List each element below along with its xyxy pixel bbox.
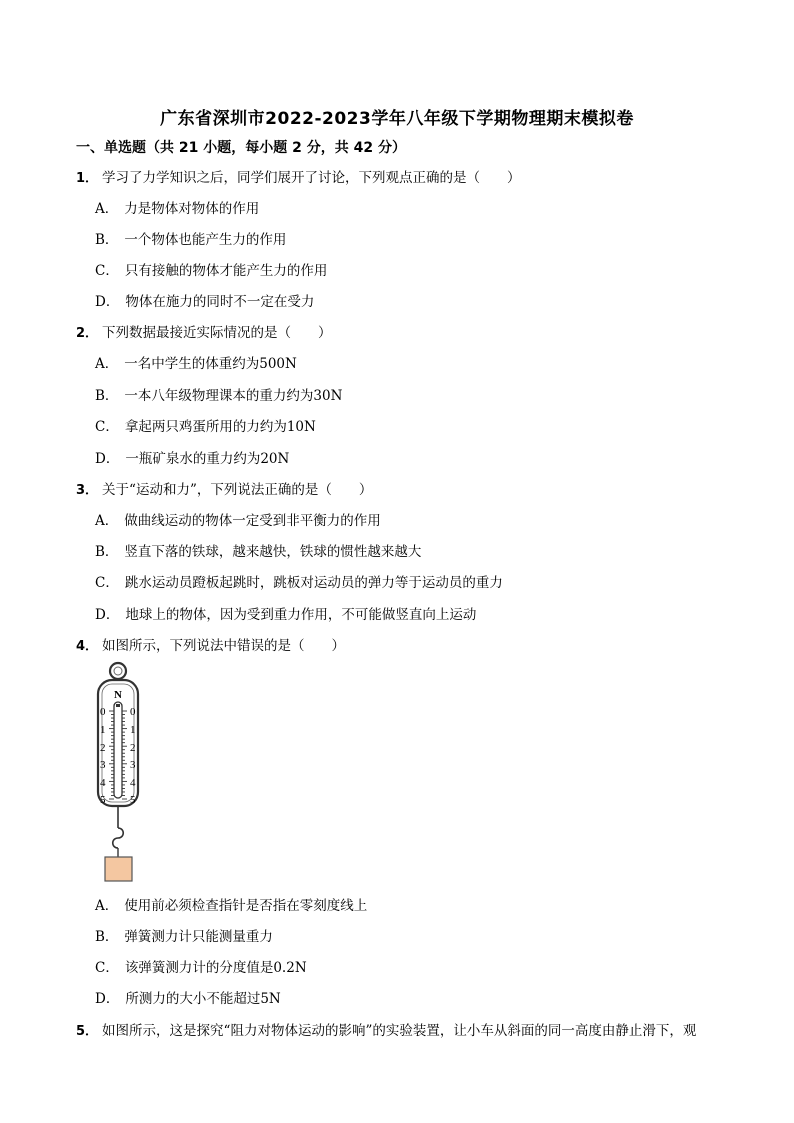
weight-block (105, 857, 132, 881)
question-text: 下列数据最接近实际情况的是（ ） (102, 325, 332, 341)
question-text: 如图所示，这是探究“阻力对物体运动的影响”的实验装置，让小车从斜面的同一高度由静止滑下，观 (102, 1023, 697, 1039)
scale-number-right: 3 (130, 759, 136, 771)
option-letter: C． (95, 263, 119, 279)
question-number: 1． (76, 171, 99, 186)
option-1d (95, 290, 314, 310)
option-letter: C． (95, 419, 119, 435)
question-number: 3． (76, 483, 99, 498)
option-letter: B． (95, 929, 119, 945)
question-2 (76, 321, 332, 341)
option-text: 弹簧测力计只能测量重力 (124, 929, 273, 945)
option-text: 物体在施力的同时不一定在受力 (125, 294, 315, 310)
scale-number-right: 1 (130, 724, 136, 736)
option-letter: A． (95, 356, 119, 372)
document-title: 广东省深圳市2022-2023学年八年级下学期物理期末模拟卷 (160, 109, 634, 129)
question-text: 学习了力学知识之后，同学们展开了讨论，下列观点正确的是（ ） (102, 170, 521, 186)
option-text: 拿起两只鸡蛋所用的力约为10N (124, 419, 316, 435)
option-text: 力是物体对物体的作用 (124, 201, 260, 217)
option-text: 一本八年级物理课本的重力约为30N (124, 388, 343, 404)
option-text: 竖直下落的铁球，越来越快，铁球的惯性越来越大 (124, 544, 422, 560)
option-4c (95, 956, 307, 976)
option-text: 一个物体也能产生力的作用 (124, 232, 287, 248)
option-text: 所测力的大小不能超过5N (125, 991, 281, 1007)
scale-number-right: 0 (130, 706, 136, 718)
option-letter: A． (95, 898, 119, 914)
hanging-ring (110, 663, 126, 679)
option-text: 一瓶矿泉水的重力约为20N (125, 451, 290, 467)
scale-number-left: 1 (100, 724, 106, 736)
option-3c (95, 571, 503, 591)
option-text: 做曲线运动的物体一定受到非平衡力的作用 (124, 513, 381, 529)
option-1b (95, 228, 286, 248)
scale-pointer (116, 704, 120, 707)
option-1a (95, 197, 259, 217)
spring-scale-figure (92, 660, 154, 886)
question-4 (76, 634, 345, 654)
option-letter: C． (95, 960, 119, 976)
option-4d (95, 987, 281, 1007)
option-text: 一名中学生的体重约为500N (124, 356, 297, 372)
scale-slot (114, 702, 122, 798)
option-2b (95, 384, 342, 404)
scale-number-left: 0 (100, 706, 106, 718)
scale-number-left: 2 (100, 742, 106, 754)
option-3b (95, 540, 421, 560)
unit-label: N (114, 689, 122, 701)
option-text: 跳水运动员蹬板起跳时，跳板对运动员的弹力等于运动员的重力 (124, 575, 503, 591)
option-text: 使用前必须检查指针是否指在零刻度线上 (124, 898, 368, 914)
option-4b (95, 925, 273, 945)
hanging-ring-inner (114, 667, 122, 675)
question-number: 5． (76, 1024, 99, 1039)
question-number: 4． (76, 639, 99, 654)
option-1c (95, 259, 327, 279)
section-heading: 一、单选题（共 21 小题，每小题 2 分，共 42 分） (76, 140, 406, 156)
option-letter: C． (95, 575, 119, 591)
option-text: 该弹簧测力计的分度值是0.2N (124, 960, 307, 976)
option-letter: A． (95, 201, 119, 217)
question-text: 如图所示，下列说法中错误的是（ ） (102, 638, 346, 654)
question-5 (76, 1019, 696, 1039)
scale-number-right: 4 (130, 777, 136, 789)
option-letter: A． (95, 513, 119, 529)
option-2a (95, 352, 297, 372)
option-letter: D． (95, 451, 120, 467)
option-letter: D． (95, 991, 120, 1007)
scale-number-right: 5 (130, 794, 136, 806)
option-3a (95, 509, 381, 529)
option-2c (95, 415, 316, 435)
scale-number-right: 2 (130, 742, 136, 754)
question-1 (76, 166, 521, 186)
scale-number-left: 4 (100, 777, 106, 789)
scale-number-left: 3 (100, 759, 106, 771)
scale-number-left: 5 (100, 794, 106, 806)
option-letter: B． (95, 544, 119, 560)
option-4a (95, 894, 367, 914)
question-3 (76, 478, 372, 498)
option-2d (95, 447, 289, 467)
option-letter: D． (95, 607, 120, 623)
option-text: 地球上的物体，因为受到重力作用，不可能做竖直向上运动 (125, 607, 477, 623)
option-letter: B． (95, 388, 119, 404)
question-text: 关于“运动和力”，下列说法正确的是（ ） (102, 482, 373, 498)
option-text: 只有接触的物体才能产生力的作用 (124, 263, 328, 279)
option-3d (95, 603, 476, 623)
option-letter: B． (95, 232, 119, 248)
hook-icon (113, 828, 124, 848)
option-letter: D． (95, 294, 120, 310)
question-number: 2． (76, 326, 99, 341)
